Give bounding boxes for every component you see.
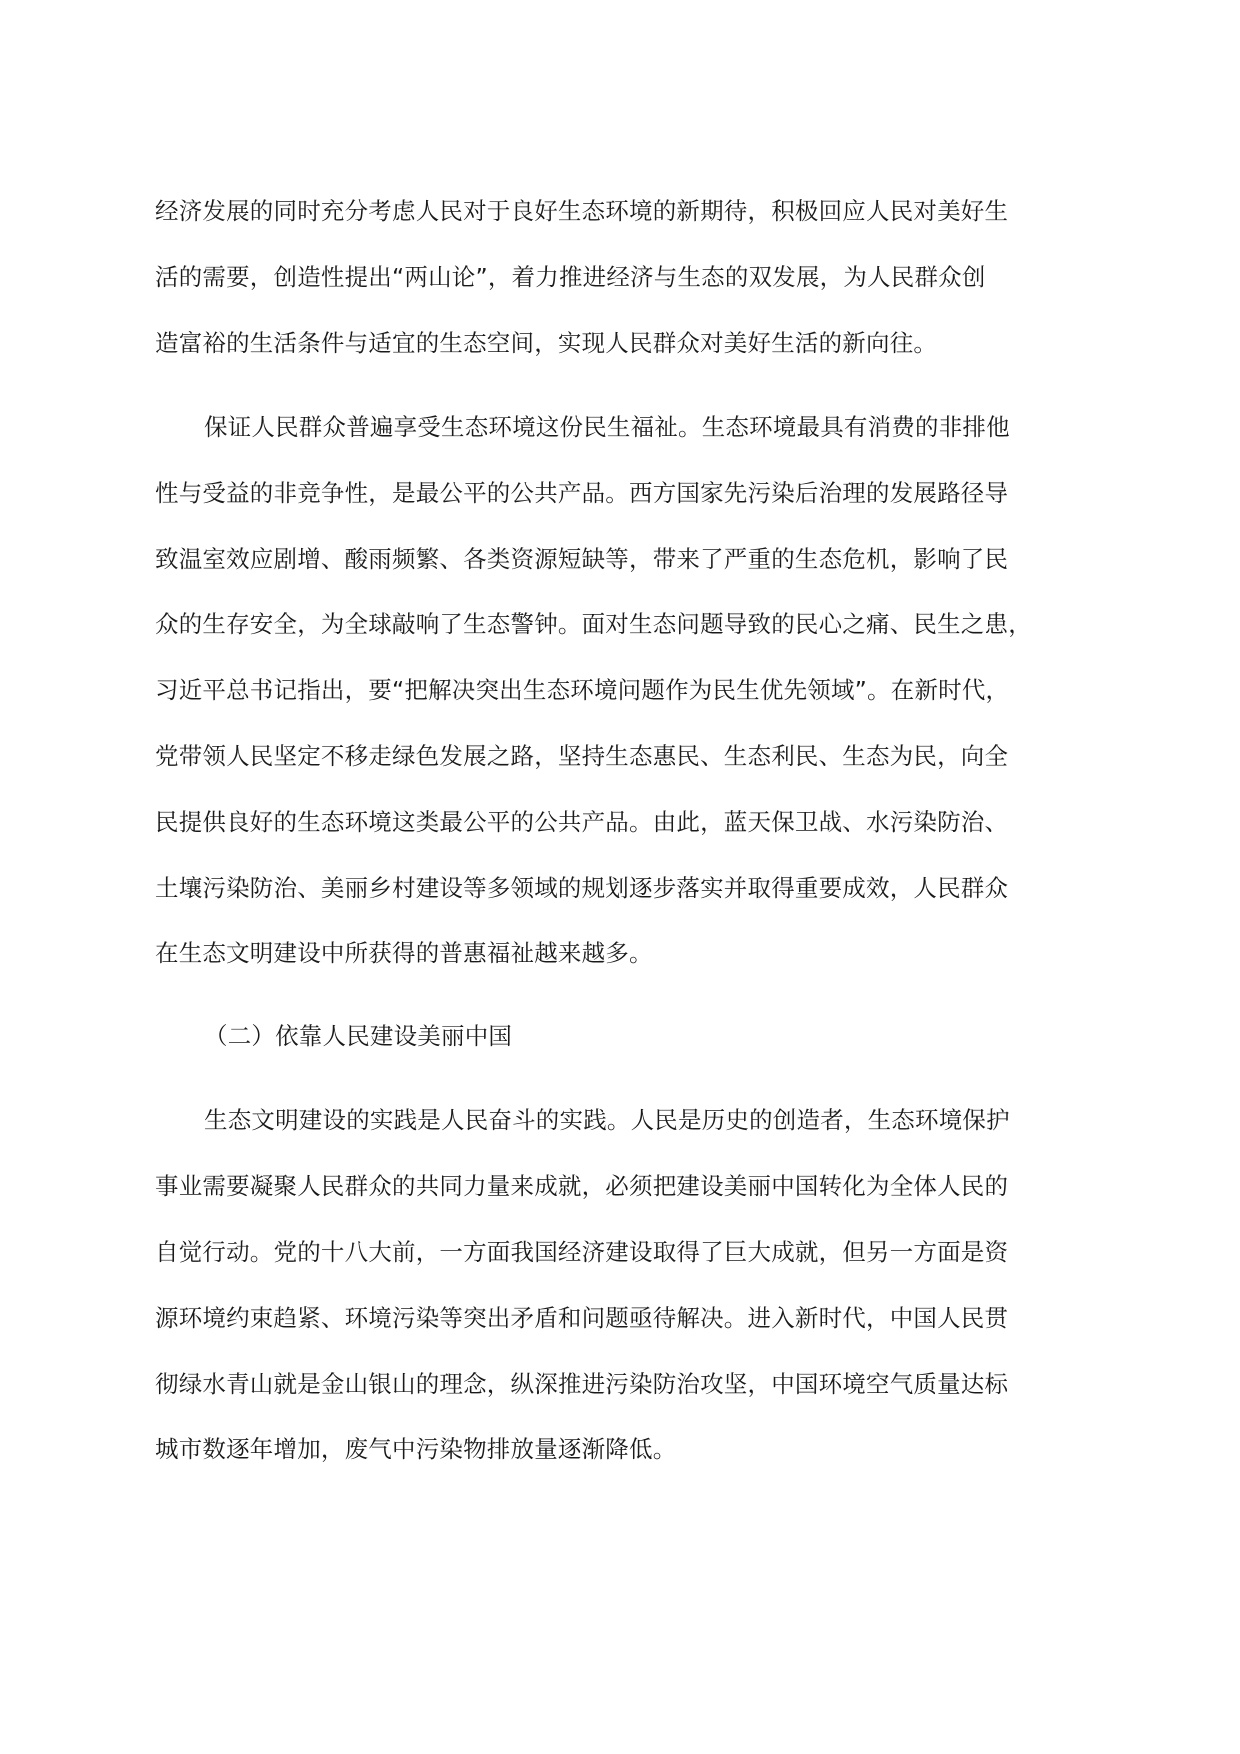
- paragraph-2-line-3: 致温室效应剧增、酸雨频繁、各类资源短缺等，带来了严重的生态危机，影响了民: [155, 545, 1009, 573]
- paragraph-3-line-4: 源环境约束趋紧、环境污染等突出矛盾和问题亟待解决。进入新时代，中国人民贯: [155, 1304, 1009, 1332]
- paragraph-2-line-2: 性与受益的非竞争性，是最公平的公共产品。西方国家先污染后治理的发展路径导: [155, 479, 1009, 507]
- paragraph-3-line-5: 彻绿水青山就是金山银山的理念，纵深推进污染防治攻坚，中国环境空气质量达标: [155, 1370, 1009, 1398]
- section-heading: （二）依靠人民建设美丽中国: [204, 1022, 513, 1050]
- paragraph-3-line-1: 生态文明建设的实践是人民奋斗的实践。人民是历史的创造者，生态环境保护: [204, 1106, 1010, 1134]
- paragraph-2-line-9: 在生态文明建设中所获得的普惠福祉越来越多。: [155, 939, 653, 967]
- paragraph-1-line-3: 造富裕的生活条件与适宜的生态空间，实现人民群众对美好生活的新向往。: [155, 329, 938, 357]
- paragraph-3-line-3: 自觉行动。党的十八大前，一方面我国经济建设取得了巨大成就，但另一方面是资: [155, 1238, 1009, 1266]
- paragraph-2-line-7: 民提供良好的生态环境这类最公平的公共产品。由此，蓝天保卫战、水污染防治、: [155, 808, 1009, 836]
- paragraph-1-line-2: 活的需要，创造性提出“两山论”，着力推进经济与生态的双发展，为人民群众创: [155, 263, 986, 291]
- paragraph-3-line-2: 事业需要凝聚人民群众的共同力量来成就，必须把建设美丽中国转化为全体人民的: [155, 1172, 1009, 1200]
- paragraph-2-line-6: 党带领人民坚定不移走绿色发展之路，坚持生态惠民、生态利民、生态为民，向全: [155, 742, 1009, 770]
- paragraph-2-line-4: 众的生存安全，为全球敲响了生态警钟。面对生态问题导致的民心之痛、民生之患，: [155, 610, 1032, 638]
- paragraph-2-line-5: 习近平总书记指出，要“把解决突出生态环境问题作为民生优先领域”。在新时代，: [155, 676, 1010, 704]
- paragraph-3-line-6: 城市数逐年增加，废气中污染物排放量逐渐降低。: [155, 1435, 677, 1463]
- paragraph-2-line-8: 土壤污染防治、美丽乡村建设等多领域的规划逐步落实并取得重要成效，人民群众: [155, 874, 1009, 902]
- paragraph-1-line-1: 经济发展的同时充分考虑人民对于良好生态环境的新期待，积极回应人民对美好生: [155, 197, 1009, 225]
- paragraph-2-line-1: 保证人民群众普遍享受生态环境这份民生福祉。生态环境最具有消费的非排他: [204, 413, 1010, 441]
